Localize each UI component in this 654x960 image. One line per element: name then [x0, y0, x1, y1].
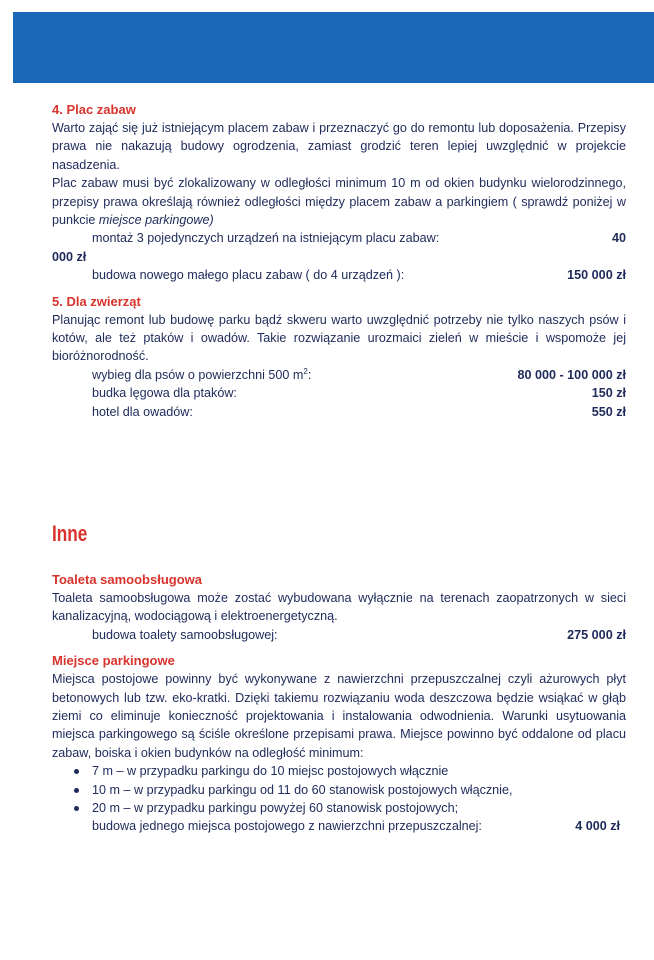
parking-paragraph: Miejsca postojowe powinny być wykonywane z nawierzchni przepuszczalnej czyli ażurowych płyt betonowych lub tzw. eko-kratki. Dzięki takiemu rozwiązaniu woda deszczowa będzie wsiąkać w głąb ziemi co eliminuje konieczność projektowania i instalowania odwodnienia. Warunki usytuowania miejsca parkingowego są ściśle określone przepisami prawa. Miejsce powinno być oddalone od placu zabaw, boiska i okien budynków na odległość minimum: — [52, 672, 626, 760]
cost-row-montaz — [52, 229, 626, 247]
section-title-inne: Inne — [52, 521, 88, 546]
plac-zabaw-paragraph-1: Warto zająć się już istniejącym placem zabaw i przeznaczyć go do remontu lub doposażenia. Przepisy prawa nie nakazują budowy ogrodzenia, zamiast grodzić teren lepiej uwzględnić w projekcie nasadzenia. — [52, 121, 626, 172]
cost-label: hotel dla owadów: — [92, 404, 193, 419]
section-group-2 — [52, 571, 626, 836]
cost-amount: 150 zł — [591, 386, 626, 401]
cost-label: budowa toalety samoobsługowej: — [92, 627, 278, 642]
cost-amount: 550 zł — [591, 404, 626, 419]
plac-zabaw-paragraph-2-text: Plac zabaw musi być zlokalizowany w odległości minimum 10 m od okien budynku wielorodzinnego, przepisy prawa określają również odległości między placem zabaw a parkingiem ( sprawdź poniżej w punkcie — [52, 176, 626, 228]
cost-row-parking — [52, 817, 626, 835]
cost-row-hotel — [52, 403, 626, 421]
cost-label-text: wybieg dla psów o powierzchni 500 m — [92, 367, 304, 382]
cost-label — [92, 366, 311, 384]
plac-zabaw-paragraph-2 — [52, 174, 626, 229]
list-item — [74, 781, 626, 799]
plac-zabaw-paragraph-2-italic: miejsce parkingowe) — [98, 213, 214, 228]
dla-zwierzat-paragraph: Planując remont lub budowę parku bądź skweru warto uwzględnić potrzeby nie tylko naszych psów i kotów, ale też ptaków i owadów. Takie rozwiązanie urozmaici zieleń w mieście i wspomoże jej bioróżnorodność. — [52, 312, 626, 364]
section-group-1 — [52, 101, 626, 421]
section-title-plac-zabaw: 4. Plac zabaw — [52, 102, 136, 117]
parking-distance-list — [52, 762, 626, 817]
superscript: 2 — [303, 366, 308, 376]
cost-row-toaleta — [52, 626, 626, 644]
bullet-icon — [74, 769, 79, 774]
list-item-text: 10 m – w przypadku parkingu od 11 do 60 stanowisk postojowych włącznie, — [92, 782, 513, 797]
cost-row-wybieg — [52, 366, 626, 384]
cost-amount: 4 000 zł — [575, 819, 620, 834]
section-title-dla-zwierzat: 5. Dla zwierząt — [52, 293, 141, 309]
list-item — [74, 762, 626, 780]
list-item-text: 7 m – w przypadku parkingu do 10 miejsc postojowych włącznie — [92, 764, 449, 779]
cost-label-suffix: : — [307, 367, 312, 382]
cost-amount: 80 000 - 100 000 zł — [517, 367, 626, 382]
section-title-toaleta: Toaleta samoobsługowa — [52, 572, 203, 587]
cost-amount: 150 000 zł — [567, 268, 626, 283]
cost-label: montaż 3 pojedynczych urządzeń na istniejącym placu zabaw: — [92, 231, 440, 246]
bullet-icon — [74, 806, 79, 811]
cost-label: budowa jednego miejsca postojowego z nawierzchni przepuszczalnej: — [92, 819, 482, 834]
cost-amount: 275 000 zł — [567, 627, 626, 642]
cost-row-budowa-placu — [52, 266, 626, 284]
bullet-icon — [74, 788, 79, 793]
toaleta-paragraph: Toaleta samoobsługowa może zostać wybudowana wyłącznie na terenach zaopatrzonych w sieci kanalizacyjną, wodociągową i elektroenergetyczną. — [52, 591, 626, 624]
cost-amount-part1: 40 — [611, 231, 626, 246]
cost-label: budka lęgowa dla ptaków: — [92, 386, 237, 401]
cost-row-budka — [52, 384, 626, 402]
cost-amount-part2: 000 zł — [52, 249, 87, 264]
cost-label: budowa nowego małego placu zabaw ( do 4 urządzeń ): — [92, 268, 405, 283]
list-item — [74, 799, 626, 817]
header-banner — [13, 12, 654, 83]
list-item-text: 20 m – w przypadku parkingu powyżej 60 stanowisk postojowych; — [92, 801, 459, 816]
section-title-parking: Miejsce parkingowe — [52, 653, 175, 669]
